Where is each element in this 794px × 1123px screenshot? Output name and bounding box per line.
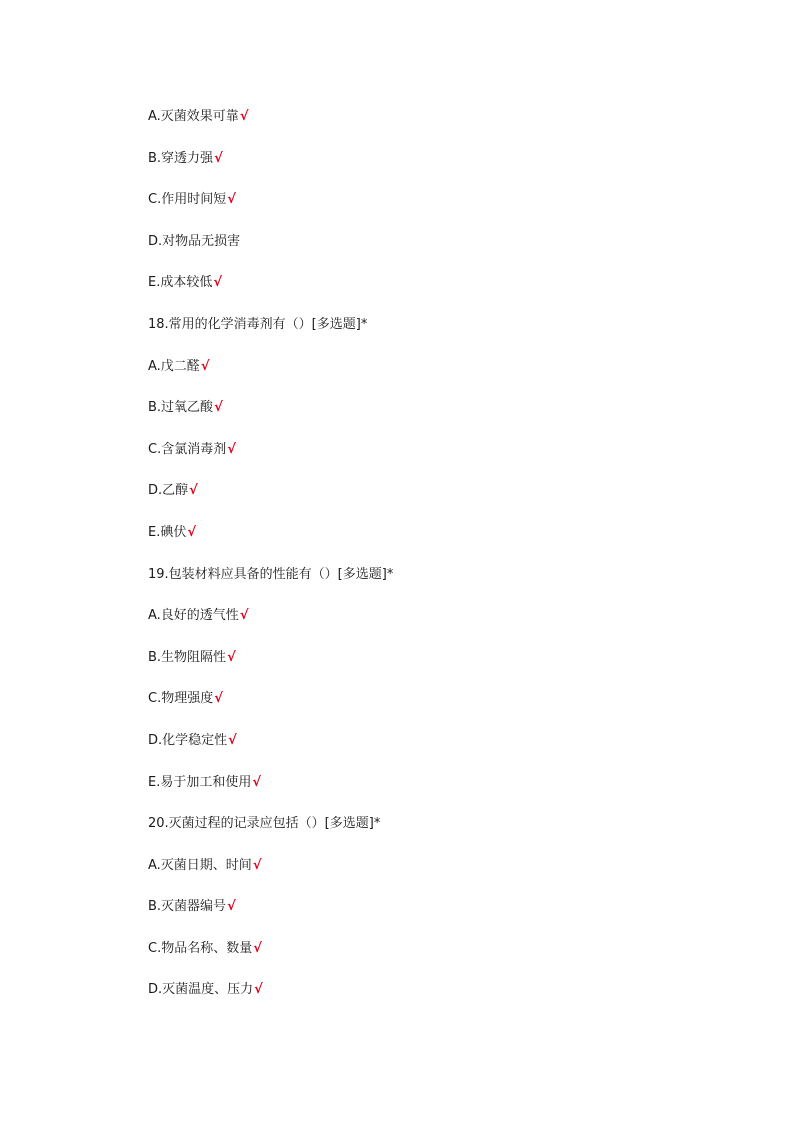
- question-label: 18.常用的化学消毒剂有（）[多选题]*: [148, 316, 368, 332]
- option-label: E.易于加工和使用: [148, 774, 252, 790]
- check-mark-icon: √: [254, 982, 263, 998]
- document-page: [148, 106, 748, 1021]
- check-mark-icon: √: [252, 857, 262, 873]
- answer-option: [148, 855, 748, 897]
- answer-option: [148, 189, 748, 231]
- answer-option: [148, 272, 748, 314]
- option-label: D.化学稳定性: [148, 732, 228, 748]
- option-label: E.成本较低: [148, 275, 213, 291]
- option-label: A.灭菌日期、时间: [148, 857, 252, 873]
- answer-option: [148, 605, 748, 647]
- answer-option: [148, 688, 748, 730]
- option-label: C.含氯消毒剂: [148, 441, 227, 457]
- answer-option: [148, 772, 748, 814]
- question-label: 20.灭菌过程的记录应包括（）[多选题]*: [148, 816, 381, 832]
- question-text: [148, 813, 748, 855]
- check-mark-icon: √: [227, 192, 236, 208]
- option-label: E.碘伏: [148, 524, 187, 540]
- option-label: C.物理强度: [148, 691, 214, 707]
- check-mark-icon: √: [227, 899, 236, 915]
- option-label: B.生物阻隔性: [148, 649, 227, 665]
- option-label: A.戊二醛: [148, 358, 200, 374]
- answer-option: [148, 397, 748, 439]
- option-label: D.乙醇: [148, 483, 189, 499]
- question-label: 19.包装材料应具备的性能有（）[多选题]*: [148, 566, 394, 582]
- answer-option: [148, 356, 748, 398]
- option-label: C.物品名称、数量: [148, 940, 253, 956]
- check-mark-icon: √: [214, 150, 223, 166]
- check-mark-icon: √: [189, 483, 198, 499]
- option-label: A.灭菌效果可靠: [148, 109, 239, 124]
- check-mark-icon: √: [214, 691, 223, 707]
- check-mark-icon: √: [214, 400, 223, 416]
- check-mark-icon: √: [253, 940, 262, 956]
- check-mark-icon: √: [227, 441, 236, 457]
- answer-option: [148, 730, 748, 772]
- answer-option: [148, 231, 748, 273]
- option-label: A.良好的透气性: [148, 608, 239, 624]
- check-mark-icon: √: [239, 109, 249, 124]
- check-mark-icon: √: [200, 358, 210, 374]
- question-text: [148, 564, 748, 606]
- answer-option: [148, 522, 748, 564]
- answer-option: [148, 480, 748, 522]
- check-mark-icon: √: [228, 732, 237, 748]
- check-mark-icon: √: [239, 608, 249, 624]
- option-label: D.灭菌温度、压力: [148, 982, 254, 998]
- check-mark-icon: √: [252, 774, 262, 790]
- option-label: C.作用时间短: [148, 192, 227, 208]
- question-text: [148, 314, 748, 356]
- option-label: B.过氧乙酸: [148, 400, 214, 416]
- answer-option: [148, 148, 748, 190]
- answer-option: [148, 439, 748, 481]
- check-mark-icon: √: [187, 524, 197, 540]
- answer-option: [148, 938, 748, 980]
- answer-option: [148, 979, 748, 1021]
- answer-option: [148, 896, 748, 938]
- check-mark-icon: √: [227, 649, 236, 665]
- option-label: D.对物品无损害: [148, 233, 241, 249]
- answer-option: [148, 647, 748, 689]
- option-label: B.灭菌器编号: [148, 899, 227, 915]
- answer-option: [148, 106, 748, 148]
- check-mark-icon: √: [213, 275, 223, 291]
- option-label: B.穿透力强: [148, 150, 214, 166]
